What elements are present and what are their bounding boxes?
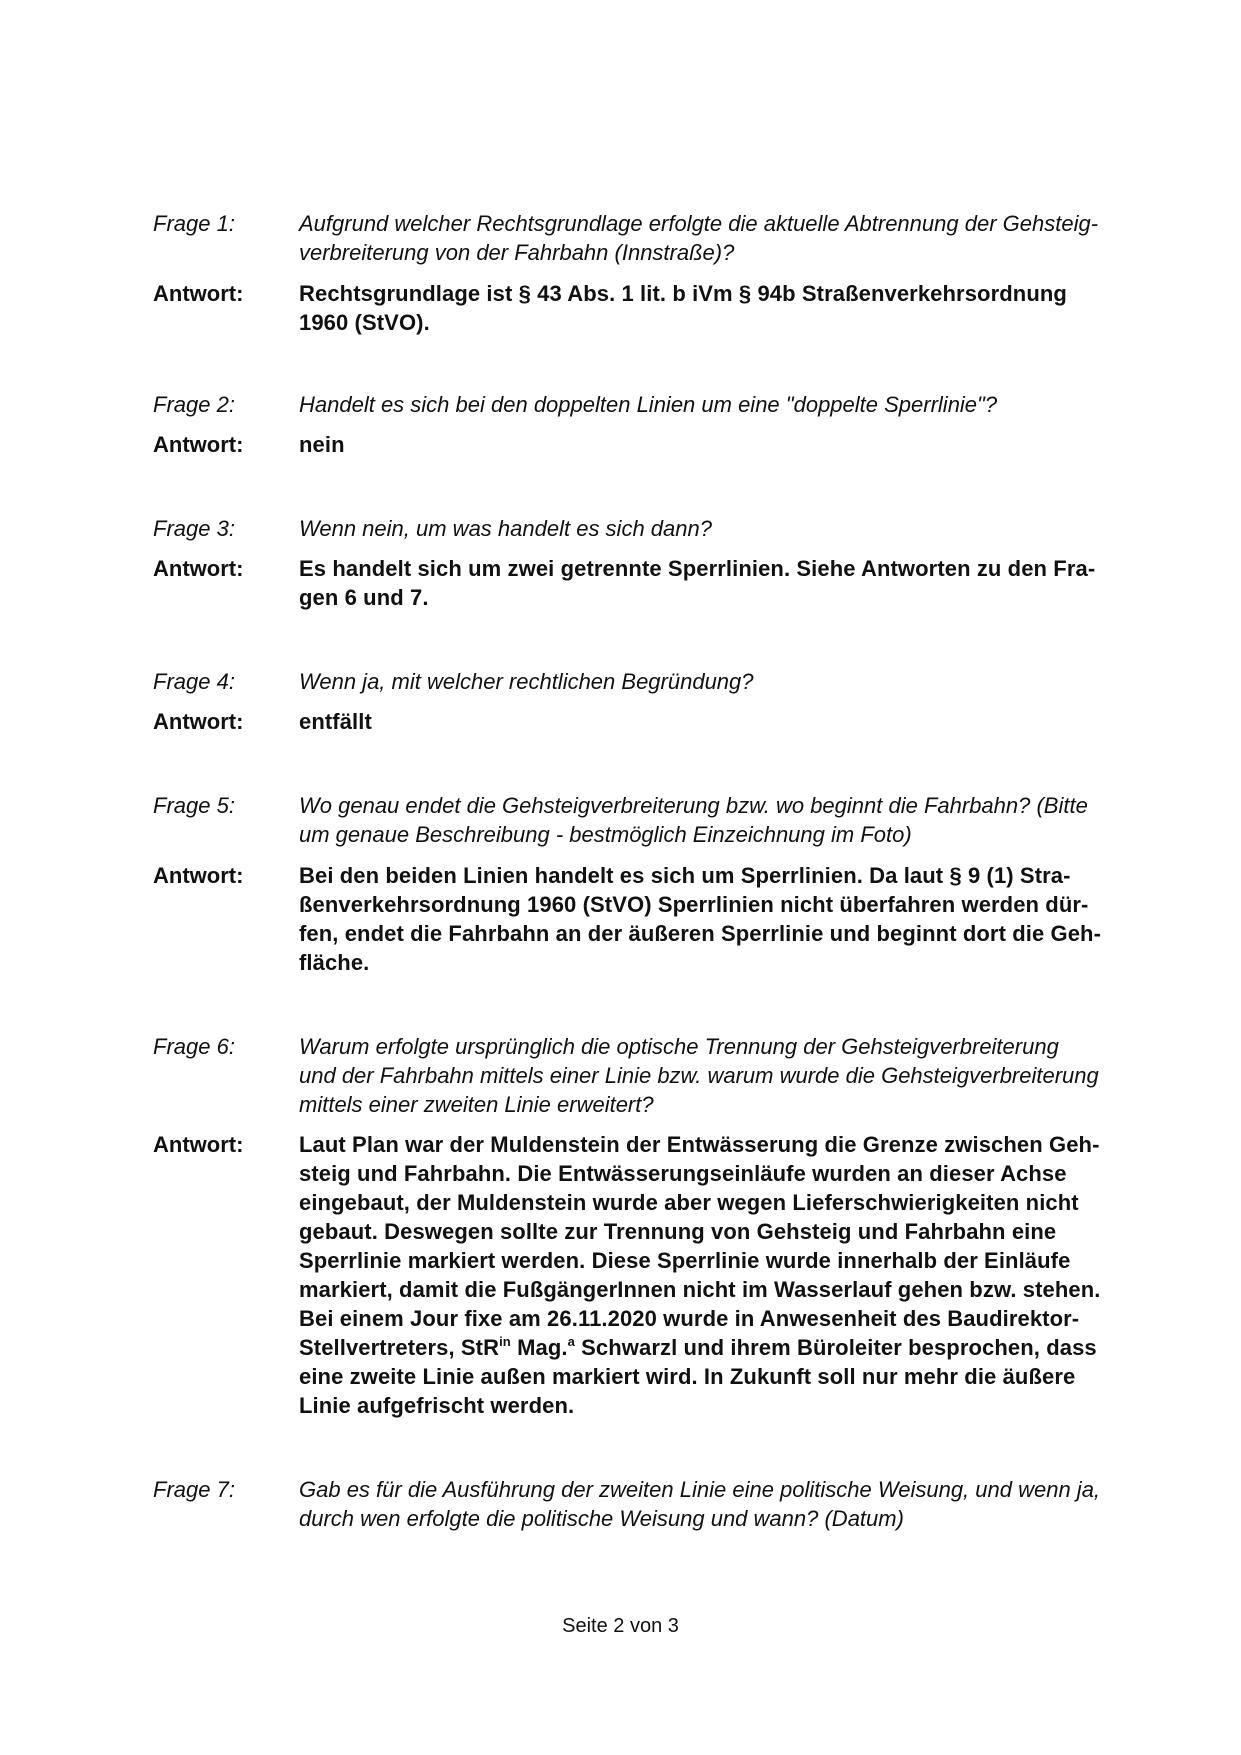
question-line: Wenn ja, mit welcher rechtlichen Begründung? (299, 669, 754, 694)
answer-3 (153, 554, 1135, 612)
answer-label: Antwort: (153, 709, 244, 734)
answer-6 (153, 1130, 1135, 1420)
answer-line: eine zweite Linie außen markiert wird. In Zukunft soll nur mehr die äußere (299, 1364, 1076, 1389)
question-text (299, 514, 1135, 543)
question-line: um genaue Beschreibung - bestmöglich Einzeichnung im Foto) (299, 822, 912, 847)
answer-label: Antwort: (153, 1132, 244, 1157)
question-7 (153, 1475, 1135, 1533)
answer-line: 1960 (StVO). (299, 310, 430, 335)
answer-line: Linie aufgefrischt werden. (299, 1393, 575, 1418)
question-line: mittels einer zweiten Linie erweitert? (299, 1092, 654, 1117)
answer-text-fragment: Mag. (510, 1335, 568, 1360)
question-line: Wo genau endet die Gehsteigverbreiterung bzw. wo beginnt die Fahrbahn? (Bitte (299, 793, 1088, 818)
answer-4 (153, 707, 1135, 736)
question-4 (153, 667, 1135, 696)
question-3 (153, 514, 1135, 543)
answer-5 (153, 861, 1135, 977)
question-line: Warum erfolgte ursprünglich die optische Trennung der Gehsteigverbreiterung (299, 1034, 1059, 1059)
answer-line: eingebaut, der Muldenstein wurde aber wegen Lieferschwierigkeiten nicht (299, 1190, 1079, 1215)
question-label: Frage 3: (153, 516, 235, 541)
answer-text-fragment: Stellvertreters, StR (299, 1335, 500, 1360)
answer-text (299, 1130, 1135, 1420)
question-line: Handelt es sich bei den doppelten Linien um eine "doppelte Sperrlinie"? (299, 392, 998, 417)
answer-text (299, 554, 1135, 612)
answer-text (299, 279, 1135, 337)
answer-line: Bei einem Jour fixe am 26.11.2020 wurde in Anwesenheit des Baudirektor- (299, 1306, 1080, 1331)
superscript: a (567, 1334, 575, 1349)
answer-label: Antwort: (153, 281, 244, 306)
question-text (299, 1032, 1135, 1119)
answer-2 (153, 430, 1135, 459)
answer-line: nein (299, 432, 345, 457)
question-6 (153, 1032, 1135, 1119)
answer-line: Laut Plan war der Muldenstein der Entwässerung die Grenze zwischen Geh- (299, 1132, 1100, 1157)
answer-line: Sperrlinie markiert werden. Diese Sperrlinie wurde innerhalb der Einläufe (299, 1248, 1071, 1273)
answer-label: Antwort: (153, 863, 244, 888)
question-line: Aufgrund welcher Rechtsgrundlage erfolgte die aktuelle Abtrennung der Gehsteig- (299, 211, 1099, 236)
question-text (299, 791, 1135, 849)
answer-line: fläche. (299, 950, 370, 975)
answer-1 (153, 279, 1135, 337)
question-text (299, 667, 1135, 696)
page-number-footer: Seite 2 von 3 (562, 1615, 679, 1637)
question-text (299, 390, 1135, 419)
answer-line: fen, endet die Fahrbahn an der äußeren Sperrlinie und beginnt dort die Geh- (299, 921, 1102, 946)
answer-line: markiert, damit die FußgängerInnen nicht im Wasserlauf gehen bzw. stehen. (299, 1277, 1101, 1302)
question-1 (153, 209, 1135, 267)
question-line: durch wen erfolgte die politische Weisung und wann? (Datum) (299, 1506, 904, 1531)
answer-line: entfällt (299, 709, 372, 734)
answer-line: Rechtsgrundlage ist § 43 Abs. 1 lit. b iVm § 94b Straßenverkehrsordnung (299, 281, 1067, 306)
question-label: Frage 6: (153, 1034, 235, 1059)
question-label: Frage 2: (153, 392, 235, 417)
question-text (299, 1475, 1135, 1533)
question-line: Gab es für die Ausführung der zweiten Linie eine politische Weisung, und wenn ja, (299, 1477, 1101, 1502)
question-line: und der Fahrbahn mittels einer Linie bzw. warum wurde die Gehsteigverbreiterung (299, 1063, 1099, 1088)
answer-line: gebaut. Deswegen sollte zur Trennung von Gehsteig und Fahrbahn eine (299, 1219, 1057, 1244)
answer-text (299, 861, 1135, 977)
answer-line: Es handelt sich um zwei getrennte Sperrlinien. Siehe Antworten zu den Fra- (299, 556, 1096, 581)
question-label: Frage 1: (153, 211, 235, 236)
question-label: Frage 7: (153, 1477, 235, 1502)
answer-line: Bei den beiden Linien handelt es sich um Sperrlinien. Da laut § 9 (1) Stra- (299, 863, 1071, 888)
superscript: in (499, 1334, 511, 1349)
answer-text (299, 430, 1135, 459)
answer-label: Antwort: (153, 556, 244, 581)
answer-line-with-superscripts (299, 1333, 1135, 1362)
question-line: verbreiterung von der Fahrbahn (Innstraße)? (299, 240, 735, 265)
answer-line: steig und Fahrbahn. Die Entwässerungseinläufe wurden an dieser Achse (299, 1161, 1067, 1186)
answer-line: ßenverkehrsordnung 1960 (StVO) Sperrlinien nicht überfahren werden dür- (299, 892, 1089, 917)
answer-text-fragment: Schwarzl und ihrem Büroleiter besprochen, dass (574, 1335, 1097, 1360)
question-label: Frage 4: (153, 669, 235, 694)
question-text (299, 209, 1135, 267)
question-2 (153, 390, 1135, 419)
answer-text (299, 707, 1135, 736)
question-line: Wenn nein, um was handelt es sich dann? (299, 516, 712, 541)
question-label: Frage 5: (153, 793, 235, 818)
answer-label: Antwort: (153, 432, 244, 457)
question-5 (153, 791, 1135, 849)
answer-line: gen 6 und 7. (299, 585, 429, 610)
